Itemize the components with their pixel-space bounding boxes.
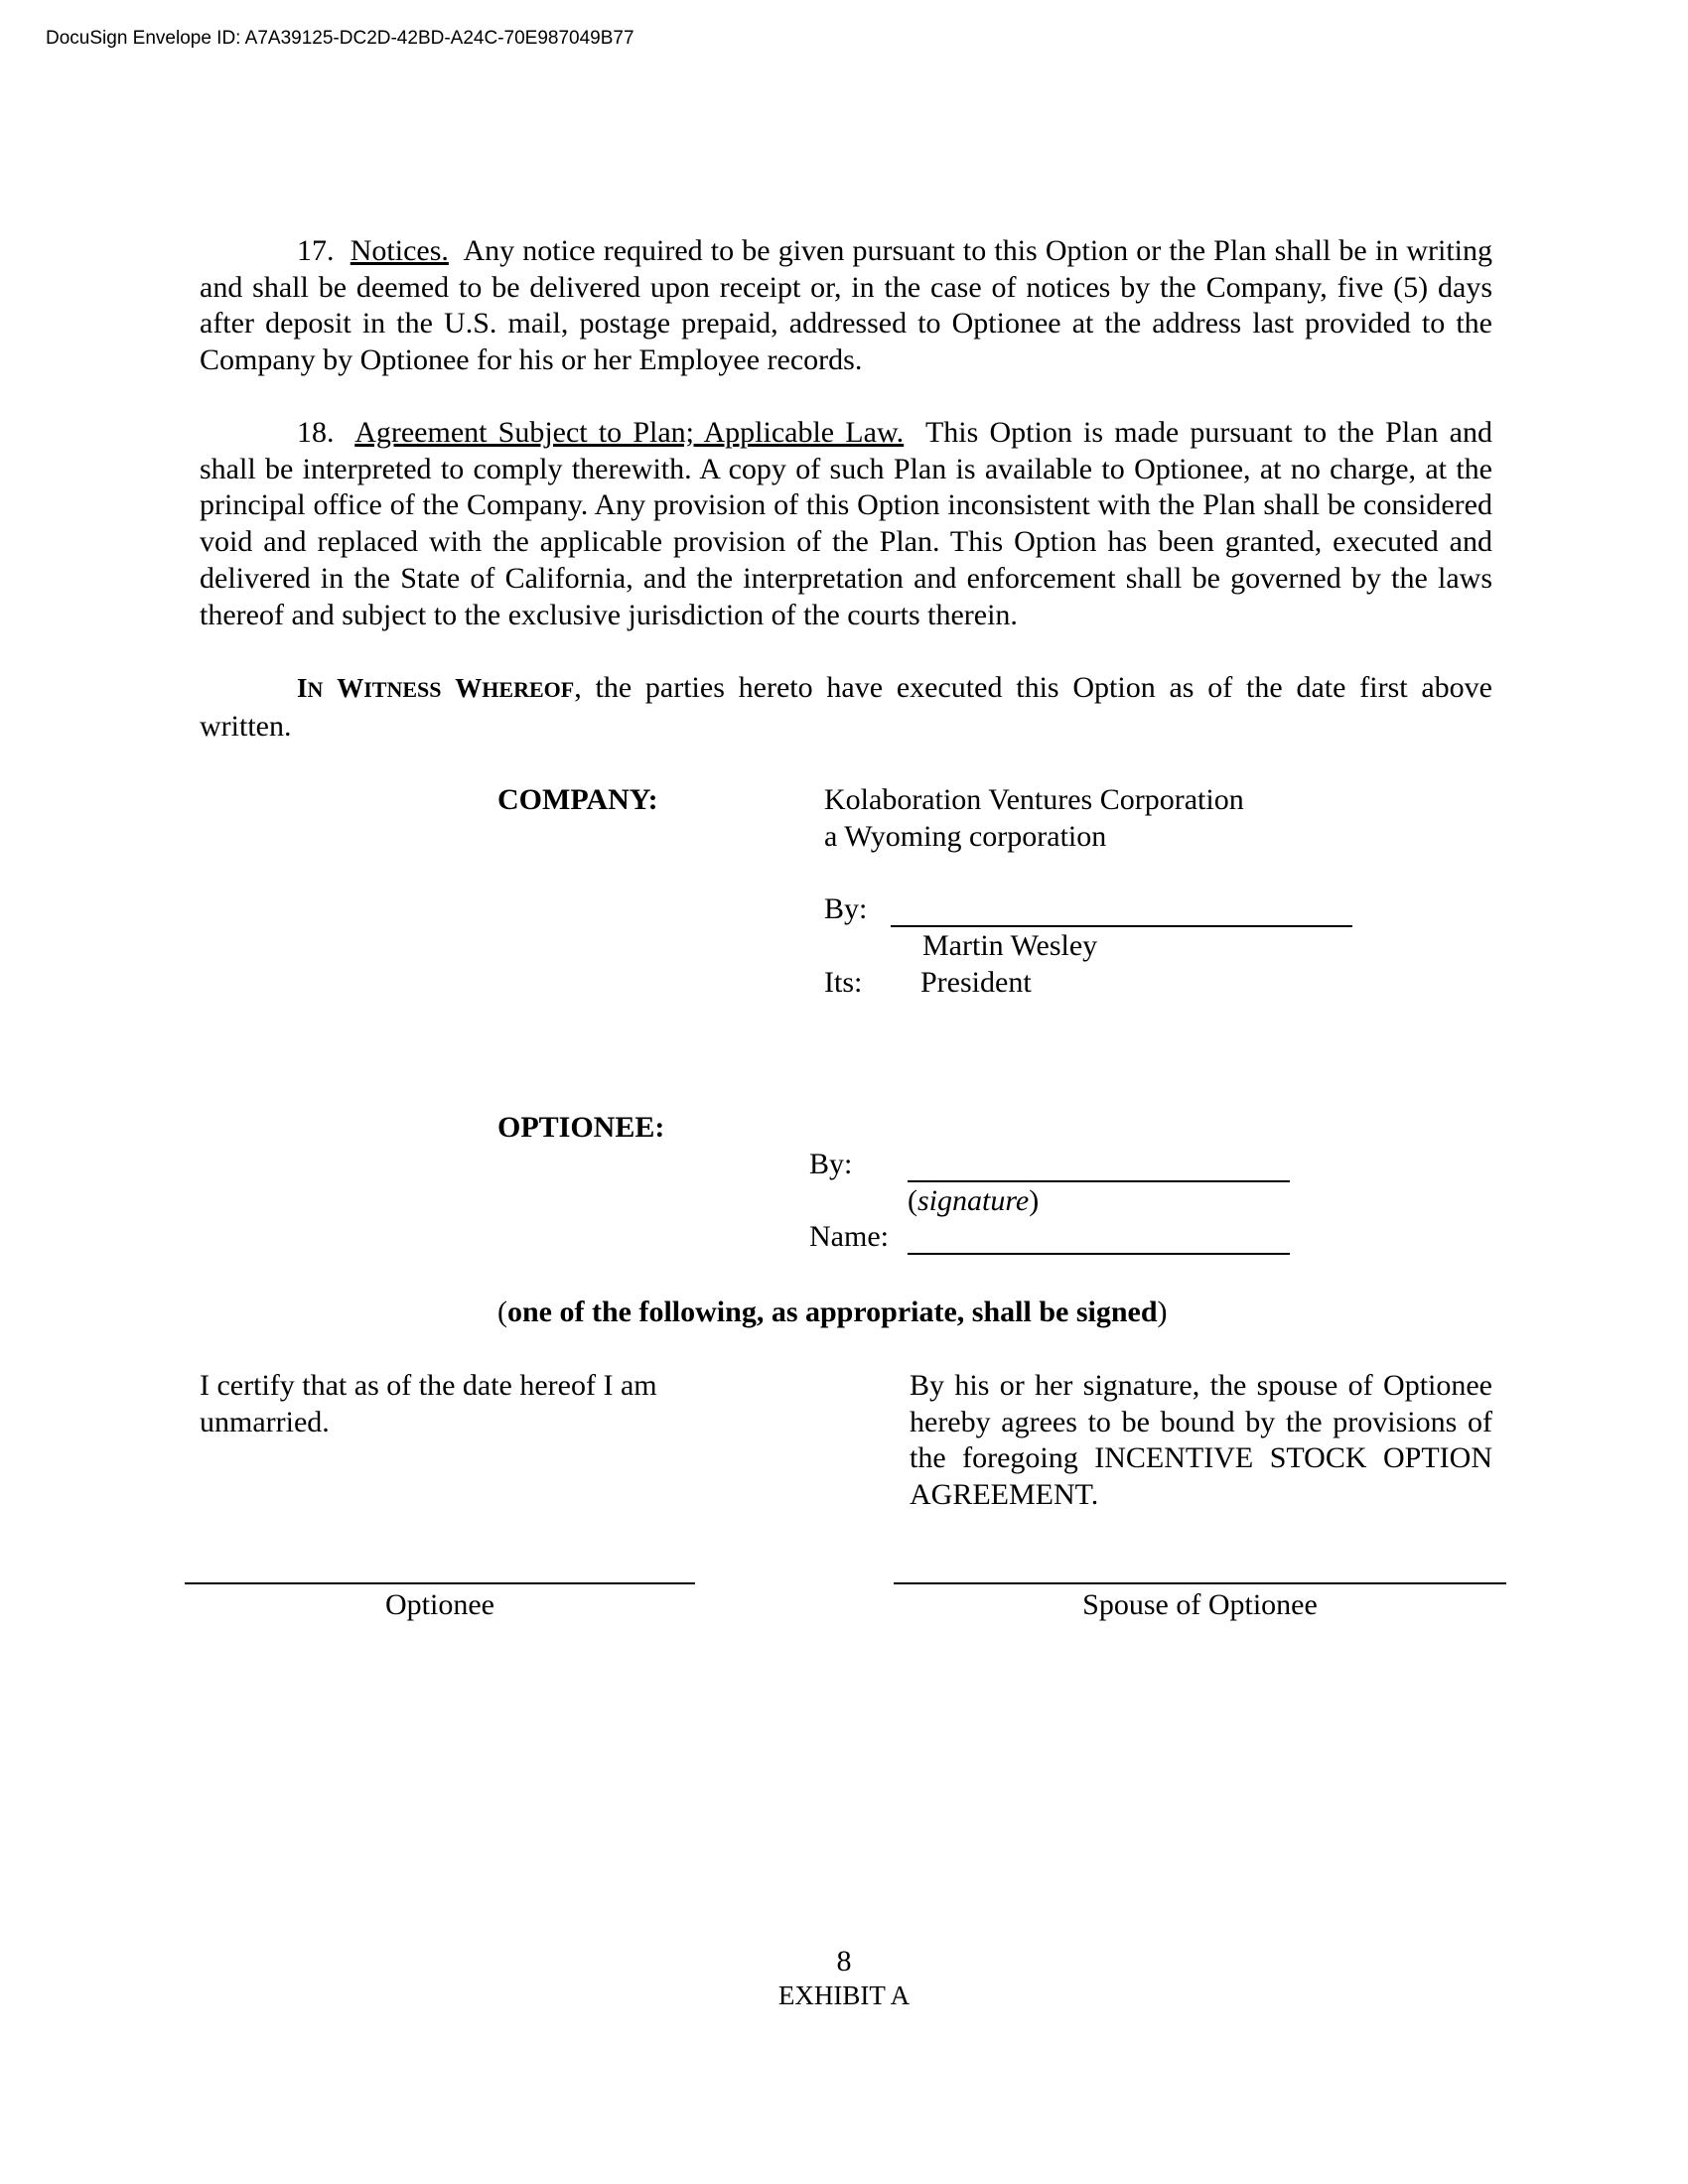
instruction-close-paren: ) bbox=[1157, 1296, 1168, 1328]
instruction-text: one of the following, as appropriate, shall be signed bbox=[507, 1296, 1158, 1328]
optionee-by-label: By: bbox=[809, 1148, 853, 1180]
section-18 bbox=[200, 415, 1492, 633]
spouse-caption: Spouse of Optionee bbox=[1082, 1588, 1318, 1621]
optionee-name-line bbox=[908, 1253, 1290, 1255]
instruction-open-paren: ( bbox=[497, 1296, 507, 1328]
witness-small-n: N bbox=[307, 677, 324, 702]
page-number: 8 bbox=[836, 1945, 852, 1978]
optionee-final-signature-line bbox=[185, 1582, 695, 1584]
optionee-caption: Optionee bbox=[385, 1588, 494, 1621]
optionee-name-label: Name: bbox=[809, 1220, 889, 1253]
section-17-number: 17. bbox=[297, 234, 335, 267]
company-name: Kolaboration Ventures Corporation bbox=[824, 783, 1244, 816]
section-17-body: Any notice required to be given pursuant to this Option or the Plan shall be in writing and shall be deemed to be delivered upon receipt or, in the case of notices by the Company, five (5) days after deposit in the U.S. mail, postage prepaid, addressed to Optionee at the address last provided to the Company by Optionee for his or her Employee records. bbox=[200, 234, 1492, 377]
optionee-signature-caption bbox=[908, 1184, 1039, 1218]
unmarried-certification: I certify that as of the date hereof I am unmarried. bbox=[200, 1369, 657, 1438]
company-its-label: Its: bbox=[824, 966, 863, 999]
company-signer-title: President bbox=[920, 966, 1032, 999]
signing-instruction bbox=[497, 1296, 1168, 1329]
witness-cap-w: W bbox=[337, 673, 364, 703]
optionee-signature-line bbox=[908, 1180, 1290, 1182]
section-18-body: This Option is made pursuant to the Plan and shall be interpreted to comply therewith. A copy of such Plan is available to Optionee, at no charge, at the principal office of the Company. Any provision of this Option inconsistent with the Plan shall be considered void and replaced with the applicable provision of the Plan. This Option has been granted, executed and delivered in the State of California, and the interpretation and enforcement shall be governed by the laws thereof and subject to the exclusive jurisdiction of the courts therein. bbox=[200, 416, 1492, 631]
section-17-heading: Notices. bbox=[350, 234, 449, 267]
envelope-id: DocuSign Envelope ID: A7A39125-DC2D-42BD-A24C-70E987049B77 bbox=[46, 28, 634, 49]
signature-close-paren: ) bbox=[1029, 1184, 1040, 1217]
witness-cap-i: I bbox=[297, 673, 308, 703]
company-by-label: By: bbox=[824, 892, 868, 925]
witness-small-itness: ITNESS bbox=[363, 677, 442, 702]
section-18-heading: Agreement Subject to Plan; Applicable Law. bbox=[354, 416, 905, 449]
whereof-small: HEREOF bbox=[482, 677, 575, 702]
spouse-consent: By his or her signature, the spouse of Optionee hereby agrees to be bound by the provisions of the foregoing INCENTIVE STOCK OPTION AGREEMENT. bbox=[910, 1369, 1492, 1512]
company-type: a Wyoming corporation bbox=[824, 820, 1107, 853]
exhibit-label: EXHIBIT A bbox=[777, 1980, 911, 2010]
witness-clause bbox=[200, 670, 1492, 745]
company-signature-line bbox=[891, 925, 1352, 927]
spouse-signature-line bbox=[894, 1582, 1506, 1584]
company-signer-name: Martin Wesley bbox=[922, 929, 1098, 962]
whereof-cap-w: W bbox=[455, 673, 483, 703]
section-18-number: 18. bbox=[297, 416, 335, 449]
company-label: COMPANY: bbox=[497, 783, 658, 816]
section-17 bbox=[200, 233, 1492, 379]
signature-open-paren: ( bbox=[908, 1184, 917, 1217]
optionee-label: OPTIONEE: bbox=[497, 1111, 665, 1144]
witness-rest: , the parties hereto have executed this Option as of the date first above written. bbox=[200, 671, 1492, 743]
signature-word: signature bbox=[917, 1184, 1030, 1217]
